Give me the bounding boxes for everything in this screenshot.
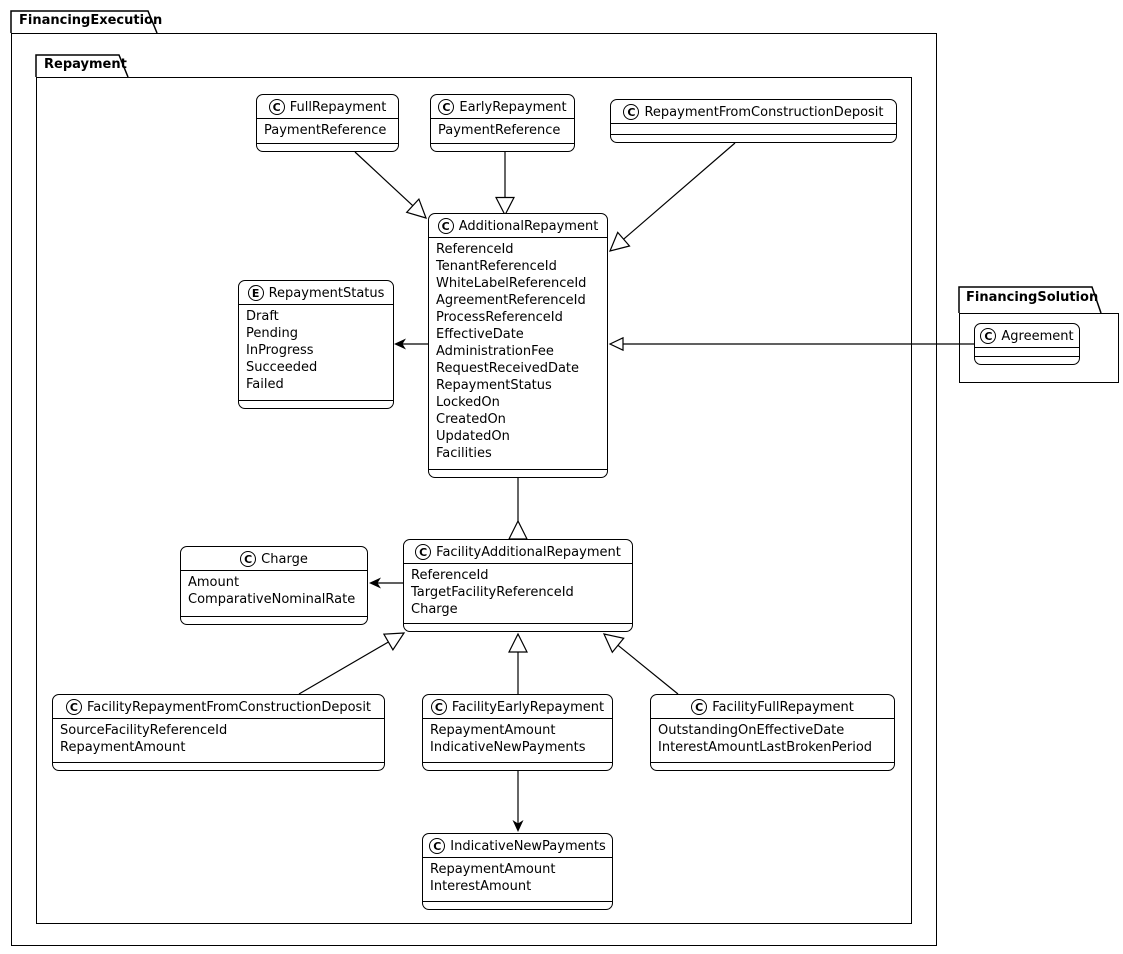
class-name: Charge	[261, 551, 308, 567]
method-compartment	[975, 356, 1079, 364]
hollow-triangle-arrowhead	[610, 232, 630, 251]
class-name: FacilityAdditionalRepayment	[436, 544, 621, 560]
attribute: ComparativeNominalRate	[188, 592, 356, 607]
class-header	[404, 540, 632, 563]
enum-value: InProgress	[246, 343, 314, 358]
attribute: Amount	[188, 575, 240, 590]
attribute: IndicativeNewPayments	[430, 740, 586, 755]
method-compartment	[429, 469, 607, 477]
attribute: LockedOn	[436, 395, 500, 410]
method-compartment	[431, 143, 574, 151]
method-compartment	[239, 400, 393, 408]
class-icon: C	[438, 218, 454, 234]
enum-value: Failed	[246, 377, 284, 392]
attribute: PaymentReference	[264, 123, 387, 138]
class-icon: C	[429, 838, 445, 854]
class-icon: C	[269, 99, 285, 115]
attribute: RepaymentStatus	[436, 378, 552, 393]
class-icon: C	[66, 699, 82, 715]
enum-value: Succeeded	[246, 360, 318, 375]
attribute-compartment	[975, 347, 1079, 356]
class-indicative-new-payments	[422, 833, 613, 910]
class-charge	[180, 546, 368, 625]
method-compartment	[53, 762, 384, 770]
class-header	[611, 100, 896, 123]
attribute-compartment	[651, 718, 894, 762]
attribute-compartment	[181, 570, 367, 616]
edge-generalization	[624, 143, 735, 239]
class-icon: C	[438, 99, 454, 115]
enum-repayment-status	[238, 280, 394, 409]
method-compartment	[404, 623, 632, 631]
package-title-repayment: Repayment	[44, 57, 127, 72]
attribute: AdministrationFee	[436, 344, 554, 359]
attribute: RequestReceivedDate	[436, 361, 580, 376]
attribute-compartment	[257, 118, 398, 143]
class-name: EarlyRepayment	[459, 99, 567, 115]
enum-value: Pending	[246, 326, 298, 341]
method-compartment	[423, 901, 612, 909]
class-header	[423, 695, 612, 718]
edge-generalization	[299, 642, 388, 694]
class-icon: C	[431, 699, 447, 715]
class-icon: C	[691, 699, 707, 715]
attribute: ReferenceId	[411, 568, 489, 583]
attribute-compartment	[423, 718, 612, 762]
hollow-triangle-arrowhead	[384, 633, 404, 650]
attribute: ProcessReferenceId	[436, 310, 563, 325]
attribute-compartment	[431, 118, 574, 143]
attribute: OutstandingOnEffectiveDate	[658, 723, 845, 738]
class-early-repayment	[430, 94, 575, 152]
attribute: UpdatedOn	[436, 429, 510, 444]
enum-value: Draft	[246, 309, 279, 324]
class-icon: C	[623, 104, 639, 120]
class-icon: C	[240, 551, 256, 567]
class-agreement	[974, 323, 1080, 365]
class-header	[975, 324, 1079, 347]
attribute: CreatedOn	[436, 412, 506, 427]
edge-generalization	[355, 152, 413, 206]
class-facility-additional-repayment	[403, 539, 633, 632]
attribute: TenantReferenceId	[436, 259, 557, 274]
method-compartment	[257, 143, 398, 151]
class-header	[429, 214, 607, 237]
class-name: FacilityEarlyRepayment	[451, 699, 605, 715]
class-name: RepaymentFromConstructionDeposit	[644, 104, 884, 120]
class-name: IndicativeNewPayments	[450, 838, 606, 854]
attribute-compartment	[429, 237, 607, 469]
class-name: FullRepayment	[289, 99, 387, 115]
method-compartment	[181, 616, 367, 624]
hollow-triangle-arrowhead	[604, 634, 624, 652]
class-name: AdditionalRepayment	[458, 218, 599, 234]
attribute: SourceFacilityReferenceId	[60, 723, 228, 738]
attribute: Charge	[411, 602, 458, 617]
class-header	[257, 95, 398, 118]
attribute: RepaymentAmount	[430, 862, 556, 877]
class-header	[431, 95, 574, 118]
class-header	[181, 547, 367, 570]
method-compartment	[651, 762, 894, 770]
method-compartment	[423, 762, 612, 770]
class-name: Agreement	[1001, 328, 1074, 344]
package-title-financing-execution: FinancingExecution	[19, 13, 163, 28]
class-header	[53, 695, 384, 718]
attribute: WhiteLabelReferenceId	[436, 276, 587, 291]
edge-generalization	[618, 645, 678, 694]
class-repayment-from-construction-deposit	[610, 99, 897, 143]
method-compartment	[611, 134, 896, 142]
attribute-compartment	[239, 304, 393, 400]
attribute: RepaymentAmount	[60, 740, 186, 755]
class-full-repayment	[256, 94, 399, 152]
class-name: RepaymentStatus	[268, 285, 385, 301]
enum-icon: E	[248, 285, 264, 301]
attribute-compartment	[423, 857, 612, 901]
attribute: InterestAmount	[430, 879, 532, 894]
attribute: EffectiveDate	[436, 327, 524, 342]
class-additional-repayment	[428, 213, 608, 478]
class-icon: C	[415, 544, 431, 560]
class-header	[239, 281, 393, 304]
attribute: RepaymentAmount	[430, 723, 556, 738]
attribute: PaymentReference	[438, 123, 561, 138]
hollow-arrowhead	[610, 338, 623, 350]
class-header	[423, 834, 612, 857]
package-title-financing-solution: FinancingSolution	[966, 290, 1099, 305]
class-facility-full-repayment	[650, 694, 895, 771]
class-icon: C	[980, 328, 996, 344]
hollow-triangle-arrowhead	[509, 634, 527, 652]
class-name: FacilityFullRepayment	[712, 699, 854, 715]
attribute: Facilities	[436, 446, 492, 461]
class-facility-repayment-from-construction-deposit	[52, 694, 385, 771]
class-name: FacilityRepaymentFromConstructionDeposit	[86, 699, 372, 715]
attribute: ReferenceId	[436, 242, 514, 257]
hollow-triangle-arrowhead	[509, 521, 527, 539]
class-facility-early-repayment	[422, 694, 613, 771]
attribute: AgreementReferenceId	[436, 293, 586, 308]
attribute-compartment	[611, 123, 896, 134]
attribute-compartment	[404, 563, 632, 623]
attribute-compartment	[53, 718, 384, 762]
attribute: TargetFacilityReferenceId	[411, 585, 574, 600]
attribute: InterestAmountLastBrokenPeriod	[658, 740, 873, 755]
class-header	[651, 695, 894, 718]
